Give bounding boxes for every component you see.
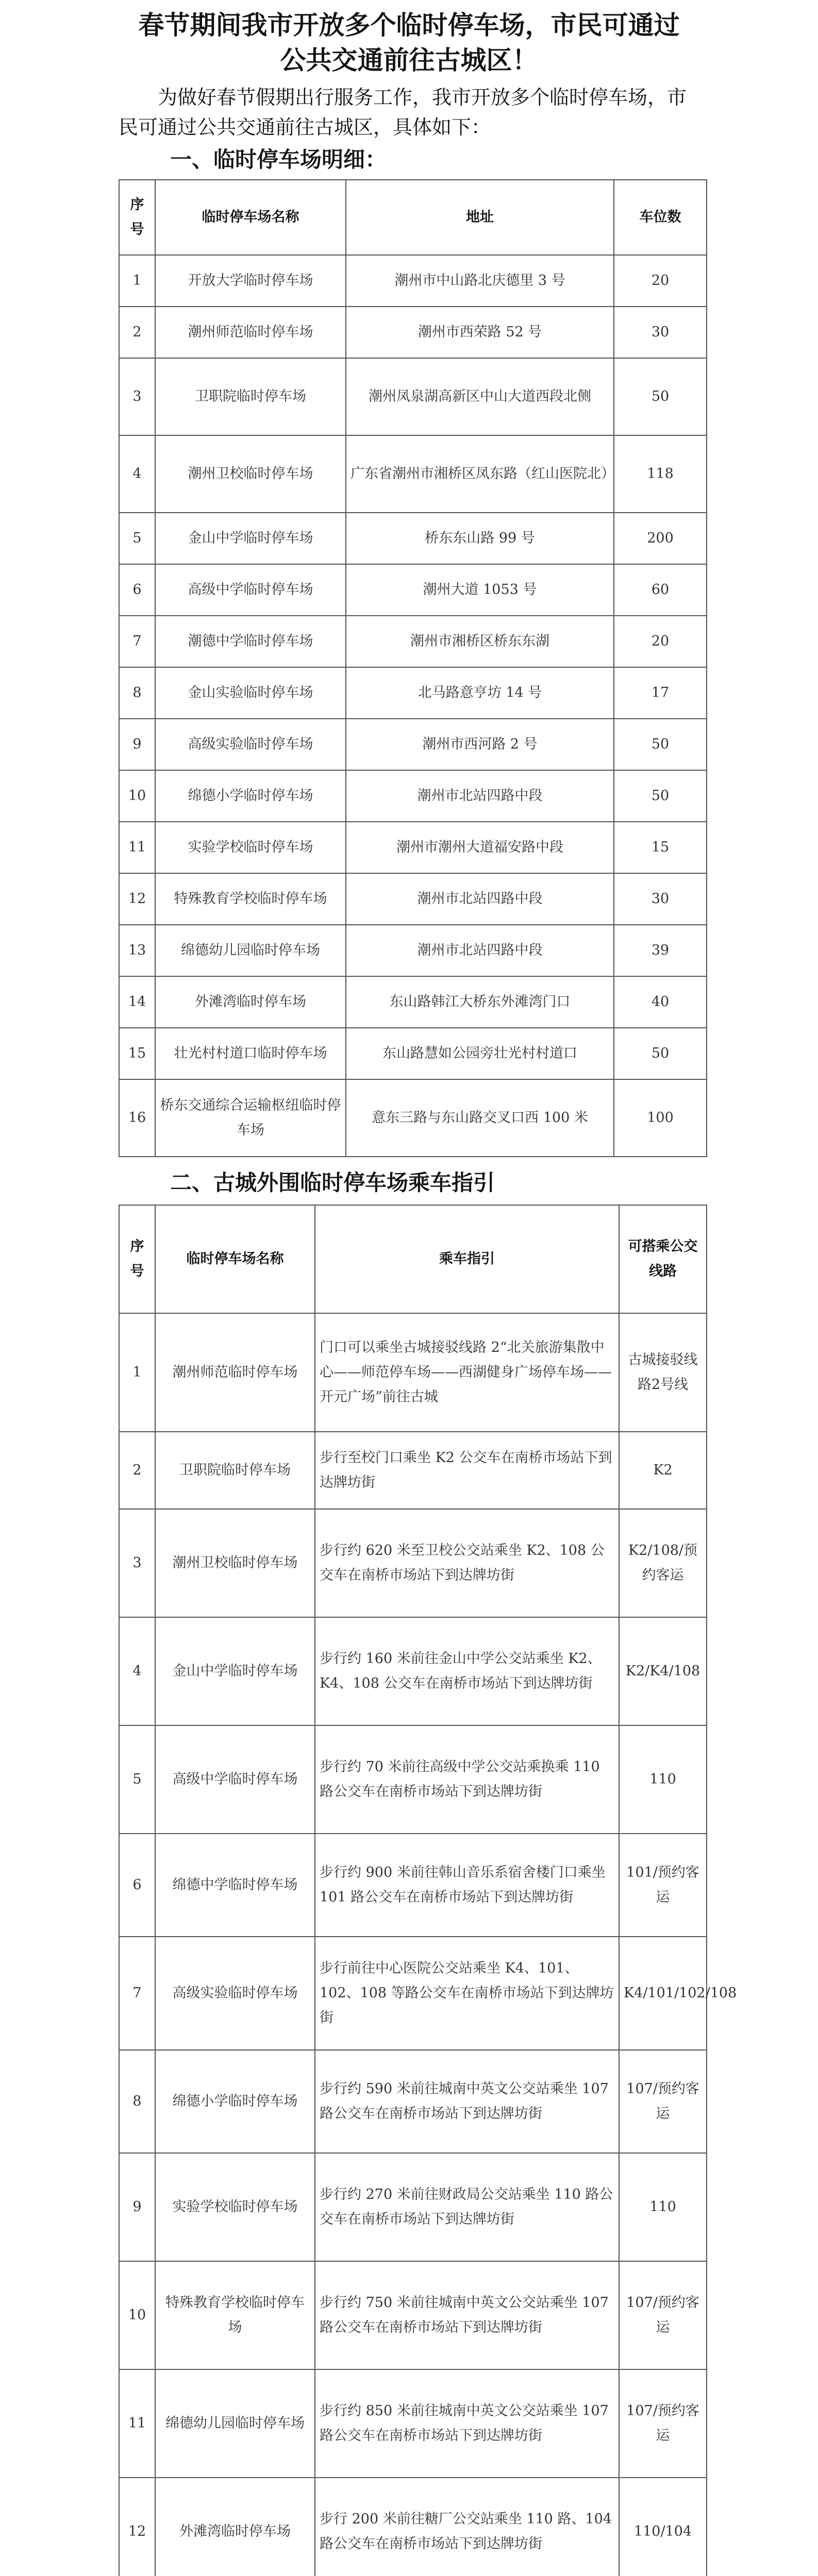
cell-name: 金山实验临时停车场 xyxy=(155,667,346,719)
cell-address: 潮州凤泉湖高新区中山大道西段北侧 xyxy=(346,358,614,435)
cell-address: 东山路慧如公园旁壮光村村道口 xyxy=(346,1028,614,1079)
table-row xyxy=(119,2153,707,2261)
cell-guide: 步行约 70 米前往高级中学公交站乘换乘 110 路公交车在南桥市场站下到达牌坊街 xyxy=(315,1725,619,1834)
table-row xyxy=(119,2261,707,2369)
cell-bus: 107/预约客运 xyxy=(619,2261,707,2369)
table-row xyxy=(119,358,707,435)
table-row xyxy=(119,2369,707,2478)
cell-no: 7 xyxy=(119,1937,155,2050)
cell-no: 6 xyxy=(119,564,155,616)
cell-name: 金山中学临时停车场 xyxy=(155,1617,315,1725)
cell-name: 绵德小学临时停车场 xyxy=(155,2050,315,2153)
cell-spaces: 50 xyxy=(614,719,707,770)
cell-guide: 步行 200 米前往糖厂公交站乘坐 110 路、104 路公交车在南桥市场站下到达牌坊街 xyxy=(315,2478,619,2576)
table-row xyxy=(119,1079,707,1157)
cell-no: 3 xyxy=(119,1509,155,1617)
cell-no: 12 xyxy=(119,2478,155,2576)
table-row xyxy=(119,719,707,770)
cell-name: 卫职院临时停车场 xyxy=(155,1432,315,1509)
table-row xyxy=(119,435,707,513)
cell-spaces: 118 xyxy=(614,435,707,513)
cell-address: 潮州市中山路北庆德里 3 号 xyxy=(346,255,614,307)
cell-no: 5 xyxy=(119,513,155,564)
cell-guide: 步行约 620 米至卫校公交站乘坐 K2、108 公交车在南桥市场站下到达牌坊街 xyxy=(315,1509,619,1617)
cell-guide: 步行约 750 米前往城南中英文公交站乘坐 107 路公交车在南桥市场站下到达牌坊街 xyxy=(315,2261,619,2369)
table-row xyxy=(119,307,707,358)
table-row xyxy=(119,2478,707,2576)
header-no: 序号 xyxy=(119,180,155,255)
table-row xyxy=(119,1937,707,2050)
cell-guide: 步行约 850 米前往城南中英文公交站乘坐 107 路公交车在南桥市场站下到达牌坊街 xyxy=(315,2369,619,2478)
cell-no: 7 xyxy=(119,616,155,667)
cell-name: 桥东交通综合运输枢纽临时停车场 xyxy=(155,1079,346,1157)
cell-name: 潮州师范临时停车场 xyxy=(155,307,346,358)
cell-no: 16 xyxy=(119,1079,155,1157)
cell-bus: K2/K4/108 xyxy=(619,1617,707,1725)
cell-name: 潮州师范临时停车场 xyxy=(155,1313,315,1432)
cell-address: 意东三路与东山路交叉口西 100 米 xyxy=(346,1079,614,1157)
table-row xyxy=(119,2050,707,2153)
cell-name: 外滩湾临时停车场 xyxy=(155,2478,315,2576)
cell-name: 高级中学临时停车场 xyxy=(155,564,346,616)
cell-name: 潮州卫校临时停车场 xyxy=(155,435,346,513)
cell-name: 潮德中学临时停车场 xyxy=(155,616,346,667)
cell-no: 2 xyxy=(119,1432,155,1509)
page-title-line-2: 公共交通前往古城区！ xyxy=(280,45,538,75)
table-row xyxy=(119,770,707,822)
table-row xyxy=(119,1313,707,1432)
table-row xyxy=(119,513,707,564)
cell-guide: 步行约 900 米前往韩山音乐系宿舍楼门口乘坐 101 路公交车在南桥市场站下到达牌坊街 xyxy=(315,1834,619,1937)
header-name: 临时停车场名称 xyxy=(155,1205,315,1313)
cell-spaces: 20 xyxy=(614,616,707,667)
cell-spaces: 200 xyxy=(614,513,707,564)
cell-no: 5 xyxy=(119,1725,155,1834)
cell-bus: 107/预约客运 xyxy=(619,2369,707,2478)
table-row xyxy=(119,873,707,925)
cell-no: 3 xyxy=(119,358,155,435)
cell-spaces: 17 xyxy=(614,667,707,719)
cell-spaces: 30 xyxy=(614,873,707,925)
cell-no: 8 xyxy=(119,667,155,719)
cell-bus: 110 xyxy=(619,2153,707,2261)
header-guide: 乘车指引 xyxy=(315,1205,619,1313)
cell-address: 潮州市西河路 2 号 xyxy=(346,719,614,770)
table-row xyxy=(119,667,707,719)
cell-name: 高级中学临时停车场 xyxy=(155,1725,315,1834)
cell-no: 12 xyxy=(119,873,155,925)
cell-name: 绵德小学临时停车场 xyxy=(155,770,346,822)
cell-bus: K4/101/102/108 xyxy=(619,1937,707,2050)
cell-name: 实验学校临时停车场 xyxy=(155,822,346,873)
cell-address: 广东省潮州市湘桥区凤东路（红山医院北） xyxy=(346,435,614,513)
cell-spaces: 50 xyxy=(614,358,707,435)
cell-name: 卫职院临时停车场 xyxy=(155,358,346,435)
cell-guide: 步行前往中心医院公交站乘坐 K4、101、102、108 等路公交车在南桥市场站下到达牌坊街 xyxy=(315,1937,619,2050)
cell-address: 潮州市湘桥区桥东东湖 xyxy=(346,616,614,667)
cell-address: 东山路韩江大桥东外滩湾门口 xyxy=(346,976,614,1028)
cell-name: 壮光村村道口临时停车场 xyxy=(155,1028,346,1079)
section-1-heading: 一、临时停车场明细： xyxy=(170,147,387,172)
cell-name: 特殊教育学校临时停车场 xyxy=(155,873,346,925)
page-title-line-1: 春节期间我市开放多个临时停车场，市民可通过 xyxy=(138,10,680,40)
cell-address: 桥东东山路 99 号 xyxy=(346,513,614,564)
header-spaces: 车位数 xyxy=(614,180,707,255)
cell-address: 潮州大道 1053 号 xyxy=(346,564,614,616)
cell-spaces: 39 xyxy=(614,925,707,976)
cell-guide: 步行约 590 米前往城南中英文公交站乘坐 107 路公交车在南桥市场站下到达牌坊街 xyxy=(315,2050,619,2153)
cell-no: 10 xyxy=(119,2261,155,2369)
cell-no: 11 xyxy=(119,2369,155,2478)
cell-address: 潮州市北站四路中段 xyxy=(346,925,614,976)
cell-name: 绵德中学临时停车场 xyxy=(155,1834,315,1937)
cell-bus: 古城接驳线路2号线 xyxy=(619,1313,707,1432)
cell-name: 高级实验临时停车场 xyxy=(155,719,346,770)
section-2-heading: 二、古城外围临时停车场乘车指引 xyxy=(170,1170,495,1195)
table-row xyxy=(119,616,707,667)
table-row xyxy=(119,1617,707,1725)
cell-bus: 110 xyxy=(619,1725,707,1834)
parking-list-table xyxy=(119,179,707,1157)
header-bus: 可搭乘公交线路 xyxy=(619,1205,707,1313)
cell-bus: 101/预约客运 xyxy=(619,1834,707,1937)
cell-address: 潮州市北站四路中段 xyxy=(346,770,614,822)
cell-no: 1 xyxy=(119,255,155,307)
header-no: 序号 xyxy=(119,1205,155,1313)
cell-name: 绵德幼儿园临时停车场 xyxy=(155,925,346,976)
cell-guide: 步行至校门口乘坐 K2 公交车在南桥市场站下到达牌坊街 xyxy=(315,1432,619,1509)
cell-no: 8 xyxy=(119,2050,155,2153)
cell-bus: 107/预约客运 xyxy=(619,2050,707,2153)
cell-no: 9 xyxy=(119,719,155,770)
cell-guide: 门口可以乘坐古城接驳线路 2“北关旅游集散中心——师范停车场——西湖健身广场停车场——开元广场”前往古城 xyxy=(315,1313,619,1432)
cell-guide: 步行约 270 米前往财政局公交站乘坐 110 路公交车在南桥市场站下到达牌坊街 xyxy=(315,2153,619,2261)
cell-address: 潮州市西荣路 52 号 xyxy=(346,307,614,358)
cell-spaces: 40 xyxy=(614,976,707,1028)
cell-spaces: 60 xyxy=(614,564,707,616)
cell-name: 金山中学临时停车场 xyxy=(155,513,346,564)
cell-name: 绵德幼儿园临时停车场 xyxy=(155,2369,315,2478)
cell-no: 1 xyxy=(119,1313,155,1432)
table-row xyxy=(119,1725,707,1834)
cell-name: 实验学校临时停车场 xyxy=(155,2153,315,2261)
cell-bus: K2 xyxy=(619,1432,707,1509)
table-row xyxy=(119,1509,707,1617)
table-header-row xyxy=(119,1205,707,1313)
cell-address: 潮州市北站四路中段 xyxy=(346,873,614,925)
cell-no: 14 xyxy=(119,976,155,1028)
header-address: 地址 xyxy=(346,180,614,255)
table-header-row xyxy=(119,180,707,255)
cell-spaces: 50 xyxy=(614,770,707,822)
cell-no: 9 xyxy=(119,2153,155,2261)
cell-spaces: 30 xyxy=(614,307,707,358)
cell-no: 11 xyxy=(119,822,155,873)
cell-address: 潮州市潮州大道福安路中段 xyxy=(346,822,614,873)
bus-guide-body xyxy=(119,1313,737,2576)
table-row xyxy=(119,822,707,873)
table-row xyxy=(119,564,707,616)
cell-no: 4 xyxy=(119,1617,155,1725)
cell-no: 4 xyxy=(119,435,155,513)
cell-name: 高级实验临时停车场 xyxy=(155,1937,315,2050)
cell-spaces: 20 xyxy=(614,255,707,307)
table-row xyxy=(119,1834,707,1937)
cell-spaces: 15 xyxy=(614,822,707,873)
cell-no: 15 xyxy=(119,1028,155,1079)
table-row xyxy=(119,925,707,976)
cell-bus: K2/108/预约客运 xyxy=(619,1509,707,1617)
table-row xyxy=(119,1432,707,1509)
cell-address: 北马路意亨坊 14 号 xyxy=(346,667,614,719)
cell-no: 2 xyxy=(119,307,155,358)
intro-paragraph: 为做好春节假期出行服务工作，我市开放多个临时停车场，市民可通过公共交通前往古城区，具体如下： xyxy=(119,86,687,139)
table-row xyxy=(119,976,707,1028)
cell-name: 开放大学临时停车场 xyxy=(155,255,346,307)
cell-no: 13 xyxy=(119,925,155,976)
cell-guide: 步行约 160 米前往金山中学公交站乘坐 K2、K4、108 公交车在南桥市场站下到达牌坊街 xyxy=(315,1617,619,1725)
bus-guide-table xyxy=(119,1205,737,2576)
cell-spaces: 50 xyxy=(614,1028,707,1079)
table-row xyxy=(119,255,707,307)
table-row xyxy=(119,1028,707,1079)
header-name: 临时停车场名称 xyxy=(155,180,346,255)
cell-name: 特殊教育学校临时停车场 xyxy=(155,2261,315,2369)
cell-name: 外滩湾临时停车场 xyxy=(155,976,346,1028)
cell-name: 潮州卫校临时停车场 xyxy=(155,1509,315,1617)
cell-spaces: 100 xyxy=(614,1079,707,1157)
cell-no: 10 xyxy=(119,770,155,822)
cell-bus: 110/104 xyxy=(619,2478,707,2576)
parking-list-body xyxy=(119,255,707,1157)
cell-no: 6 xyxy=(119,1834,155,1937)
